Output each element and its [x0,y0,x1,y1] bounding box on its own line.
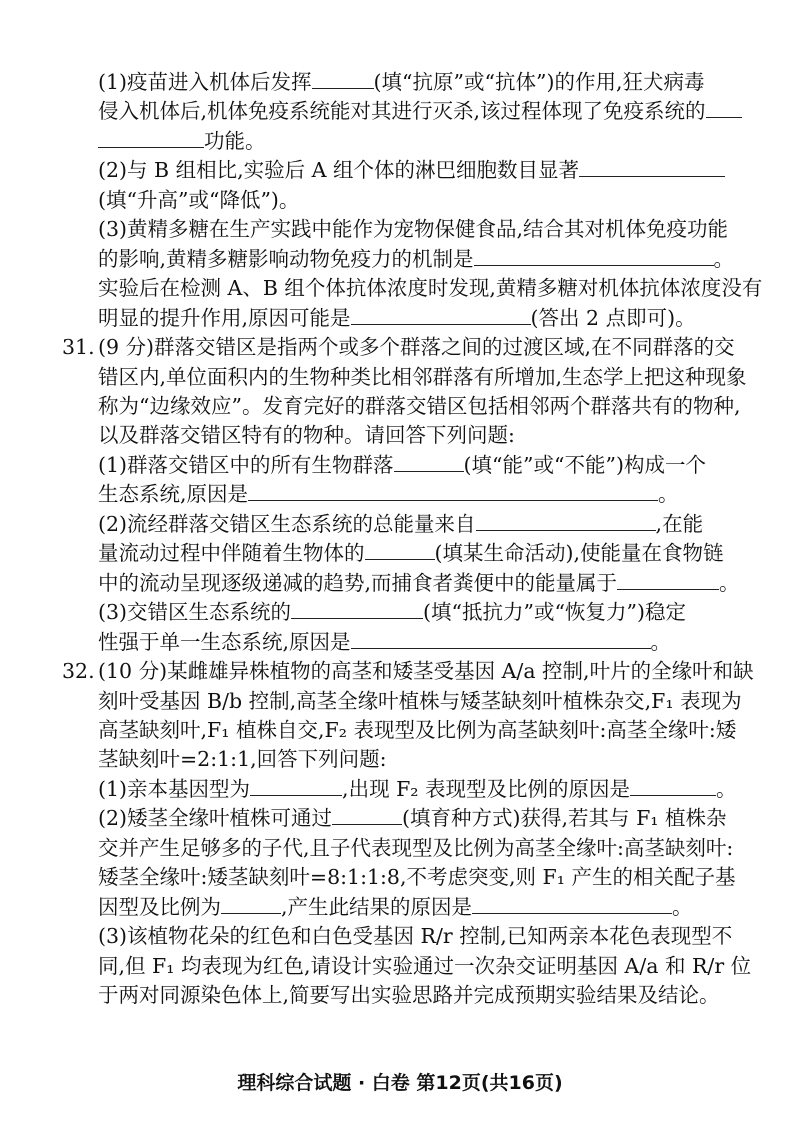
q31-part3-line2: 性强于单一生态系统,原因是 。 [98,629,672,654]
answer-blank[interactable] [351,628,651,649]
q32-number: 32. [62,659,95,684]
q32-intro-line4: 茎缺刻叶=2:1:1,回答下列问题: [98,747,387,772]
q31-intro-line4: 以及群落交错区特有的物种。请回答下列问题: [98,423,515,448]
q31-part3-line1: (3)交错区生态系统的 (填“抵抗力”或“恢复力”)稳定 [98,600,686,625]
answer-blank[interactable] [476,510,656,531]
q32-intro-line1: (10 分)某雌雄异株植物的高茎和矮茎受基因 A/a 控制,叶片的全缘叶和缺 [98,659,754,684]
q32-part2-line1: (2)矮茎全缘叶植株可通过 (填育种方式)获得,若其与 F₁ 植株杂 [98,806,727,831]
answer-blank[interactable] [291,598,423,619]
answer-blank[interactable] [472,893,672,914]
page-footer: 理科综合试题 · 白卷 第12页(共16页) [237,1072,563,1094]
q30-part2-line2: (填“升高”或“降低”)。 [98,187,300,212]
q31-part2-line1: (2)流经群落交错区生态系统的总能量来自 ,在能 [98,511,704,536]
answer-blank[interactable] [312,68,374,89]
q32-intro-line3: 高茎缺刻叶,F₁ 植株自交,F₂ 表现型及比例为高茎缺刻叶:高茎全缘叶:矮 [98,718,737,742]
answer-blank[interactable] [630,775,716,796]
q31-intro-line2: 错区内,单位面积内的生物种类比相邻群落有所增加,生态学上把这种现象 [98,364,747,389]
answer-blank[interactable] [474,245,714,266]
answer-blank[interactable] [98,127,204,148]
answer-blank[interactable] [394,451,464,472]
answer-blank[interactable] [248,480,658,501]
answer-blank[interactable] [332,804,402,825]
q30-part3-line2: 的影响,黄精多糖影响动物免疫力的机制是 。 [98,246,735,271]
q32-part2-line4: 因型及比例为 ,产生此结果的原因是 。 [98,894,693,919]
answer-blank[interactable] [706,97,742,118]
q30-part3-line1: (3)黄精多糖在生产实践中能作为宠物保健食品,结合其对机体免疫功能 [98,217,729,242]
answer-blank[interactable] [221,893,281,914]
q30-part1-line2: 侵入机体后,机体免疫系统能对其进行灭杀,该过程体现了免疫系统的 [98,97,742,125]
q31-part1-line2: 生态系统,原因是 。 [98,482,679,507]
answer-blank[interactable] [351,304,531,325]
q30-part3-line4: 明显的提升作用,原因可能是 (答出 2 点即可)。 [98,305,696,330]
answer-blank[interactable] [250,775,342,796]
q32-part1-line1: (1)亲本基因型为 ,出现 F₂ 表现型及比例的原因是 。 [98,776,737,801]
q32-intro-line2: 刻叶受基因 B/b 控制,高茎全缘叶植株与矮茎缺刻叶植株杂交,F₁ 表现为 [98,688,742,713]
answer-blank[interactable] [579,156,725,177]
answer-blank[interactable] [617,569,719,590]
q32-part3-line2: 同,但 F₁ 均表现为红色,请设计实验通过一次杂交证明基因 A/a 和 R/r 位 [98,953,752,978]
q31-part1-line1: (1)群落交错区中的所有生物群落 (填“能”或“不能”)构成一个 [98,452,706,477]
q31-intro-line1: (9 分)群落交错区是指两个或多个群落之间的过渡区域,在不同群落的交 [98,335,735,360]
q32-part2-line2: 交并产生足够多的子代,且子代表现型及比例为高茎全缘叶:高茎缺刻叶: [98,835,734,860]
q30-part3-line3: 实验后在检测 A、B 组个体抗体浓度时发现,黄精多糖对机体抗体浓度没有 [98,276,763,301]
q30-part1-line1: (1)疫苗进入机体后发挥 (填“抗原”或“抗体”)的作用,狂犬病毒 [98,70,705,94]
q31-part2-line3: 中的流动呈现逐级递减的趋势,而捕食者粪便中的能量属于 。 [98,570,740,595]
q31-intro-line3: 称为“边缘效应”。发育完好的群落交错区包括相邻两个群落共有的物种, [98,394,741,418]
answer-blank[interactable] [365,539,435,560]
q32-part2-line3: 矮茎全缘叶:矮茎缺刻叶=8:1:1:8,不考虑突变,则 F₁ 产生的相关配子基 [98,865,736,890]
q32-part3-line1: (3)该植物花朵的红色和白色受基因 R/r 控制,已知两亲本花色表现型不 [98,924,733,949]
q30-part2-line1: (2)与 B 组相比,实验后 A 组个体的淋巴细胞数目显著 [98,156,725,184]
q30-part1-line3: 功能。 [98,127,266,155]
q31-part2-line2: 量流动过程中伴随着生物体的 (填某生命活动),使能量在食物链 [98,541,724,566]
q31-number: 31. [62,335,95,360]
q32-part3-line3: 于两对同源染色体上,简要写出实验思路并完成预期实验结果及结论。 [98,983,720,1008]
